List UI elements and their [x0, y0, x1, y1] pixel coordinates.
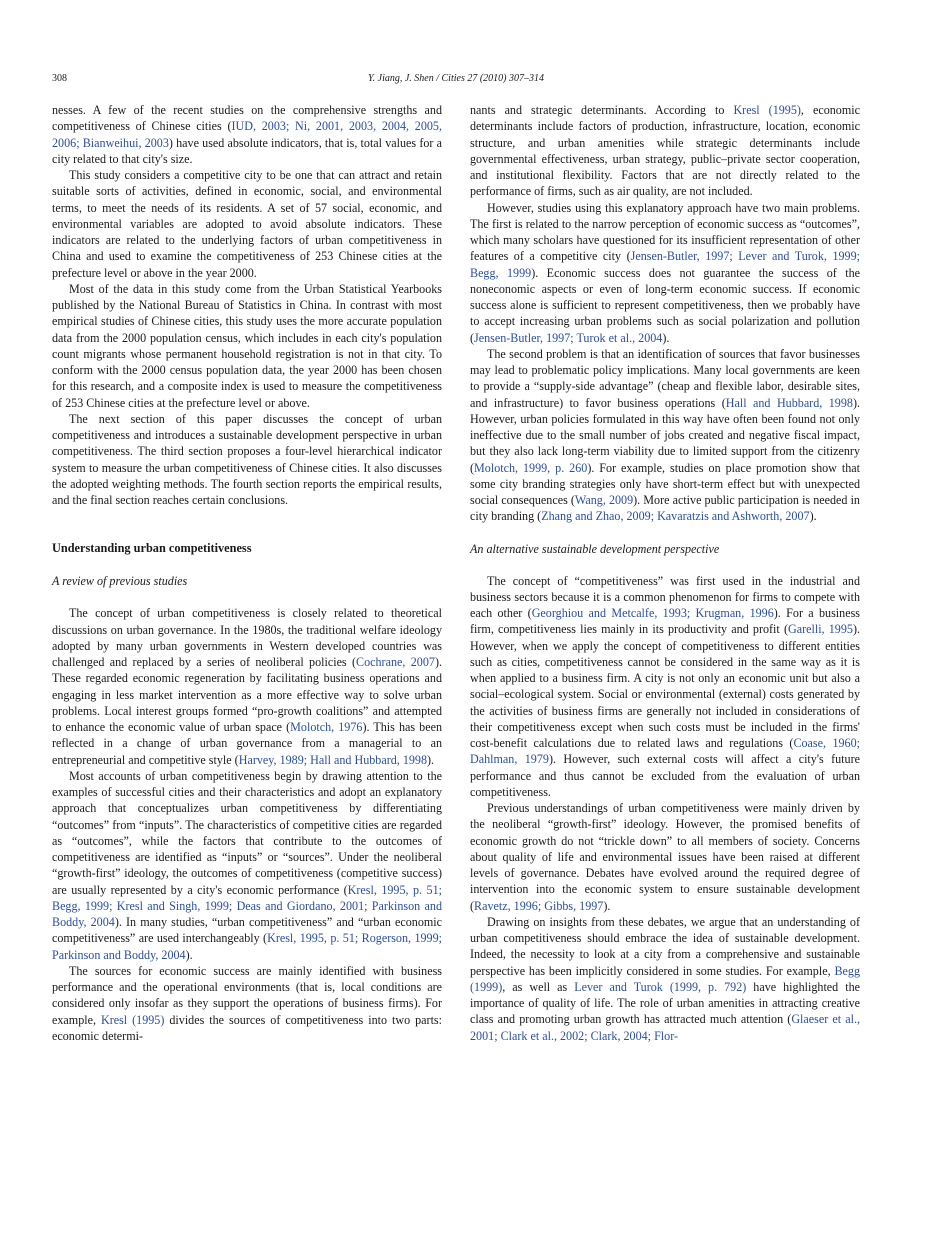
page-number: 308 — [52, 73, 67, 84]
citation-link[interactable]: IUD, 2003; Ni, 2001, 2003, 2004, 2005, 2006; Bianweihui, 2003 — [52, 119, 442, 150]
running-head: Y. Jiang, J. Shen / Cities 27 (2010) 307–314 — [367, 73, 544, 84]
citation-link[interactable]: Kresl (1995) — [733, 103, 801, 117]
paragraph: nants and strategic determinants. According to Kresl (1995), economic determinants include factors of production, infrastructure, location, economic structure, and urban amenities while strategic determinants include governmental effectiveness, urban strategy, public–private sector cooperation, and institutional flexibility. Factors that are not directly related to the performance of firms, such as air quality, are not included. — [470, 103, 860, 199]
citation-link[interactable]: Ravetz, 1996; Gibbs, 1997 — [474, 898, 604, 913]
paragraph: nesses. A few of the recent studies on the comprehensive strengths and competitiveness of Chinese cities (IUD, 2003; Ni, 2001, 2003, 2004, 2005, 2006; Bianweihui, 2003) have used absolute indicators, that is, total values for a city related to that city's size. — [52, 103, 442, 166]
page-header — [52, 72, 860, 86]
citation-link[interactable]: Wang, 2009 — [574, 493, 634, 507]
citation-link[interactable]: Kresl, 1995, p. 51; Rogerson, 1999; Parkinson and Boddy, 2004 — [52, 931, 442, 962]
paragraph: Most accounts of urban competitiveness begin by drawing attention to the examples of successful cities and their characteristics and adopt an explanatory approach that conceptualizes urban competitiveness by differentiating “outcomes” from “inputs”. The characteristics of competitive cities are regarded as “outcomes”, while the factors that contribute to the outcomes of competitiveness are identified as “inputs” or “sources”. Under the neoliberal “growth-first” ideology, the outcomes of competitiveness (competitive success) are usually represented by a city's economic performance (Kresl, 1995, p. 51; Begg, 1999; Kresl and Singh, 1999; Deas and Giordano, 2001; Parkinson and Boddy, 2004). In many studies, “urban competitiveness” and “urban economic competitiveness” are used interchangeably (Kresl, 1995, p. 51; Rogerson, 1999; Parkinson and Boddy, 2004). — [52, 768, 442, 962]
citation-link[interactable]: Cochrane, 2007 — [356, 655, 435, 669]
citation-link[interactable]: Hall and Hubbard, 1998 — [725, 395, 853, 410]
paragraph: The sources for economic success are mainly identified with business performance and the operational environments (that is, local conditions are considered only insofar as they support the operations of business firms). For example, Kresl (1995) divides the sources of competitiveness into two parts: economic determi- — [52, 963, 442, 1043]
citation-link[interactable]: Kresl (1995) — [100, 1012, 165, 1027]
citation-link[interactable]: Georghiou and Metcalfe, 1993; Krugman, 1996 — [531, 606, 774, 620]
left-column — [52, 102, 442, 1044]
paragraph: The second problem is that an identification of sources that favor businesses may lead to problematic policy implications. Many local governments are keen to provide a “supply-side advantage” (cheap and flexible labor, desirable sites, and infrastructure) to favor business operations (Hall and Hubbard, 1998). However, urban policies formulated in this way have often been found not only ineffective due to the small number of jobs created and negative fiscal impact, but they also lack long-term viability due to limited support from the citizenry (Molotch, 1999, p. 260). For example, studies on place promotion show that some city branding strategies only have short-term effect but with unexpected social consequences (Wang, 2009). More active public participation is needed in city branding (Zhang and Zhao, 2009; Kavaratzis and Ashworth, 2007). — [470, 346, 860, 524]
citation-link[interactable]: Begg (1999) — [470, 963, 860, 994]
citation-link[interactable]: Jensen-Butler, 1997; Turok et al., 2004 — [474, 330, 663, 345]
paragraph: The concept of urban competitiveness is closely related to theoretical discussions on urban governance. In the 1980s, the traditional welfare ideology adopted by many urban governments in Western developed countries was challenged and replaced by a series of neoliberal policies (Cochrane, 2007). These regarded economic regeneration by facilitating business operations and engaging in less market intervention as a more effective way to solve urban problems. Local interest groups formed “pro-growth coalitions” and attempted to enhance the economic value of urban space (Molotch, 1976). This has been reflected in a change of urban governance from a managerial to an entrepreneurial and competitive style (Harvey, 1989; Hall and Hubbard, 1998). — [52, 606, 442, 767]
citation-link[interactable]: Coase, 1960; Dahlman, 1979 — [470, 736, 860, 767]
paragraph: The concept of “competitiveness” was first used in the industrial and business sectors because it is a common phenomenon for firms to compete with each other (Georghiou and Metcalfe, 1993; Krugman, 1996). For a business firm, competitiveness lies mainly in its productivity and profit (Garelli, 1995). However, when we apply the concept of competitiveness to different entities such as cities, competitiveness cannot be considered in the same way as it is when applied to a business firm. A city is not only an economic unit but also a social–ecological system. Social or environmental (external) costs generated by the activities of business firms are generally not included in considerations of their competitiveness except when such costs must be included in the firms' cost-benefit calculations due to related laws and regulations (Coase, 1960; Dahlman, 1979). However, such external costs will affect a city's future performance and thus cannot be excluded from the evaluation of urban competitiveness. — [470, 573, 861, 799]
citation-link[interactable]: Harvey, 1989; Hall and Hubbard, 1998 — [238, 752, 428, 767]
paragraph: Most of the data in this study come from the Urban Statistical Yearbooks published by the National Bureau of Statistics in China. In contrast with most empirical studies of Chinese cities, this study uses the more accurate population data from the 2000 population census, which includes in each city's population count migrants whose permanent household registration is not in that city. To conform with the 2000 census population data, the year 2000 has been chosen for this research, and a composite index is used to measure the competitiveness of 253 Chinese cities at the prefecture level or above. — [52, 281, 442, 410]
subsection-heading: An alternative sustainable development perspective — [470, 541, 720, 556]
citation-link[interactable]: Glaeser et al., 2001; Clark et al., 2002; Clark, 2004; Flor- — [470, 1012, 861, 1043]
citation-link[interactable]: Zhang and Zhao, 2009; Kavaratzis and Ashworth, 2007 — [541, 509, 810, 524]
paragraph: Drawing on insights from these debates, we argue that an understanding of urban competitiveness should embrace the idea of sustainable development. Indeed, the necessity to look at a city from a comprehensive and sustainable perspective has been implicitly considered in some studies. For example, Begg (1999), as well as Lever and Turok (1999, p. 792) have highlighted the importance of quality of life. The role of urban amenities in attracting creative class and promoting urban growth has attracted much attention (Glaeser et al., 2001; Clark et al., 2002; Clark, 2004; Flor- — [470, 914, 861, 1043]
subsection-heading: A review of previous studies — [52, 574, 188, 589]
citation-link[interactable]: Garelli, 1995 — [787, 622, 853, 637]
paragraph: However, studies using this explanatory approach have two main problems. The first is related to the narrow perception of economic success as “outcomes”, which many scholars have questioned for its insufficient representation of other features of a competitive city (Jensen-Butler, 1997; Lever and Turok, 1999; Begg, 1999). Economic success does not guarantee the success of the noneconomic aspects or even of long-term economic success. If economic success alone is sufficient to represent competitiveness, then we probably have to accept increasing urban problems such as social polarization and pollution (Jensen-Butler, 1997; Turok et al., 2004). — [470, 200, 861, 345]
paragraph: This study considers a competitive city to be one that can attract and retain suitable sorts of activities, defined in economic, social, and environmental terms, to meet the needs of its residents. A set of 57 social, economic, and environmental variables are adopted to avoid absolute indicators. These indicators are related to the underlying factors of urban competitiveness in China and used to examine the competitiveness of 253 Chinese cities at the prefecture level or above in the year 2000. — [52, 168, 442, 280]
paragraph: The next section of this paper discusses the concept of urban competitiveness and introduces a sustainable development perspective in urban competitiveness. The third section proposes a four-level hierarchical indicator system to measure the urban competitiveness of Chinese cities. It also discusses the adopted weighting methods. The fourth section reports the empirical results, and the final section reaches certain conclusions. — [52, 411, 442, 507]
citation-link[interactable]: Kresl, 1995, p. 51; Begg, 1999; Kresl and Singh, 1999; Deas and Giordano, 2001; Parkinson and Boddy, 2004 — [52, 882, 442, 929]
citation-link[interactable]: Lever and Turok (1999, p. 792) — [574, 979, 747, 994]
citation-link[interactable]: Jensen-Butler, 1997; Lever and Turok, 1999; Begg, 1999 — [470, 249, 860, 280]
section-heading: Understanding urban competitiveness — [52, 541, 252, 556]
citation-link[interactable]: Molotch, 1976 — [290, 720, 363, 734]
citation-link[interactable]: Molotch, 1999, p. 260 — [474, 460, 588, 475]
right-column — [470, 102, 860, 1044]
paragraph: Previous understandings of urban competitiveness were mainly driven by the neoliberal “growth-first” ideology. However, the promised benefits of economic growth do not “trickle down” to all members of society. Concerns about quality of life and environmental issues have been raised at different levels of governance. Debates have evolved around the required degree of intervention into the economic system to ensure sustainable development (Ravetz, 1996; Gibbs, 1997). — [470, 801, 860, 913]
